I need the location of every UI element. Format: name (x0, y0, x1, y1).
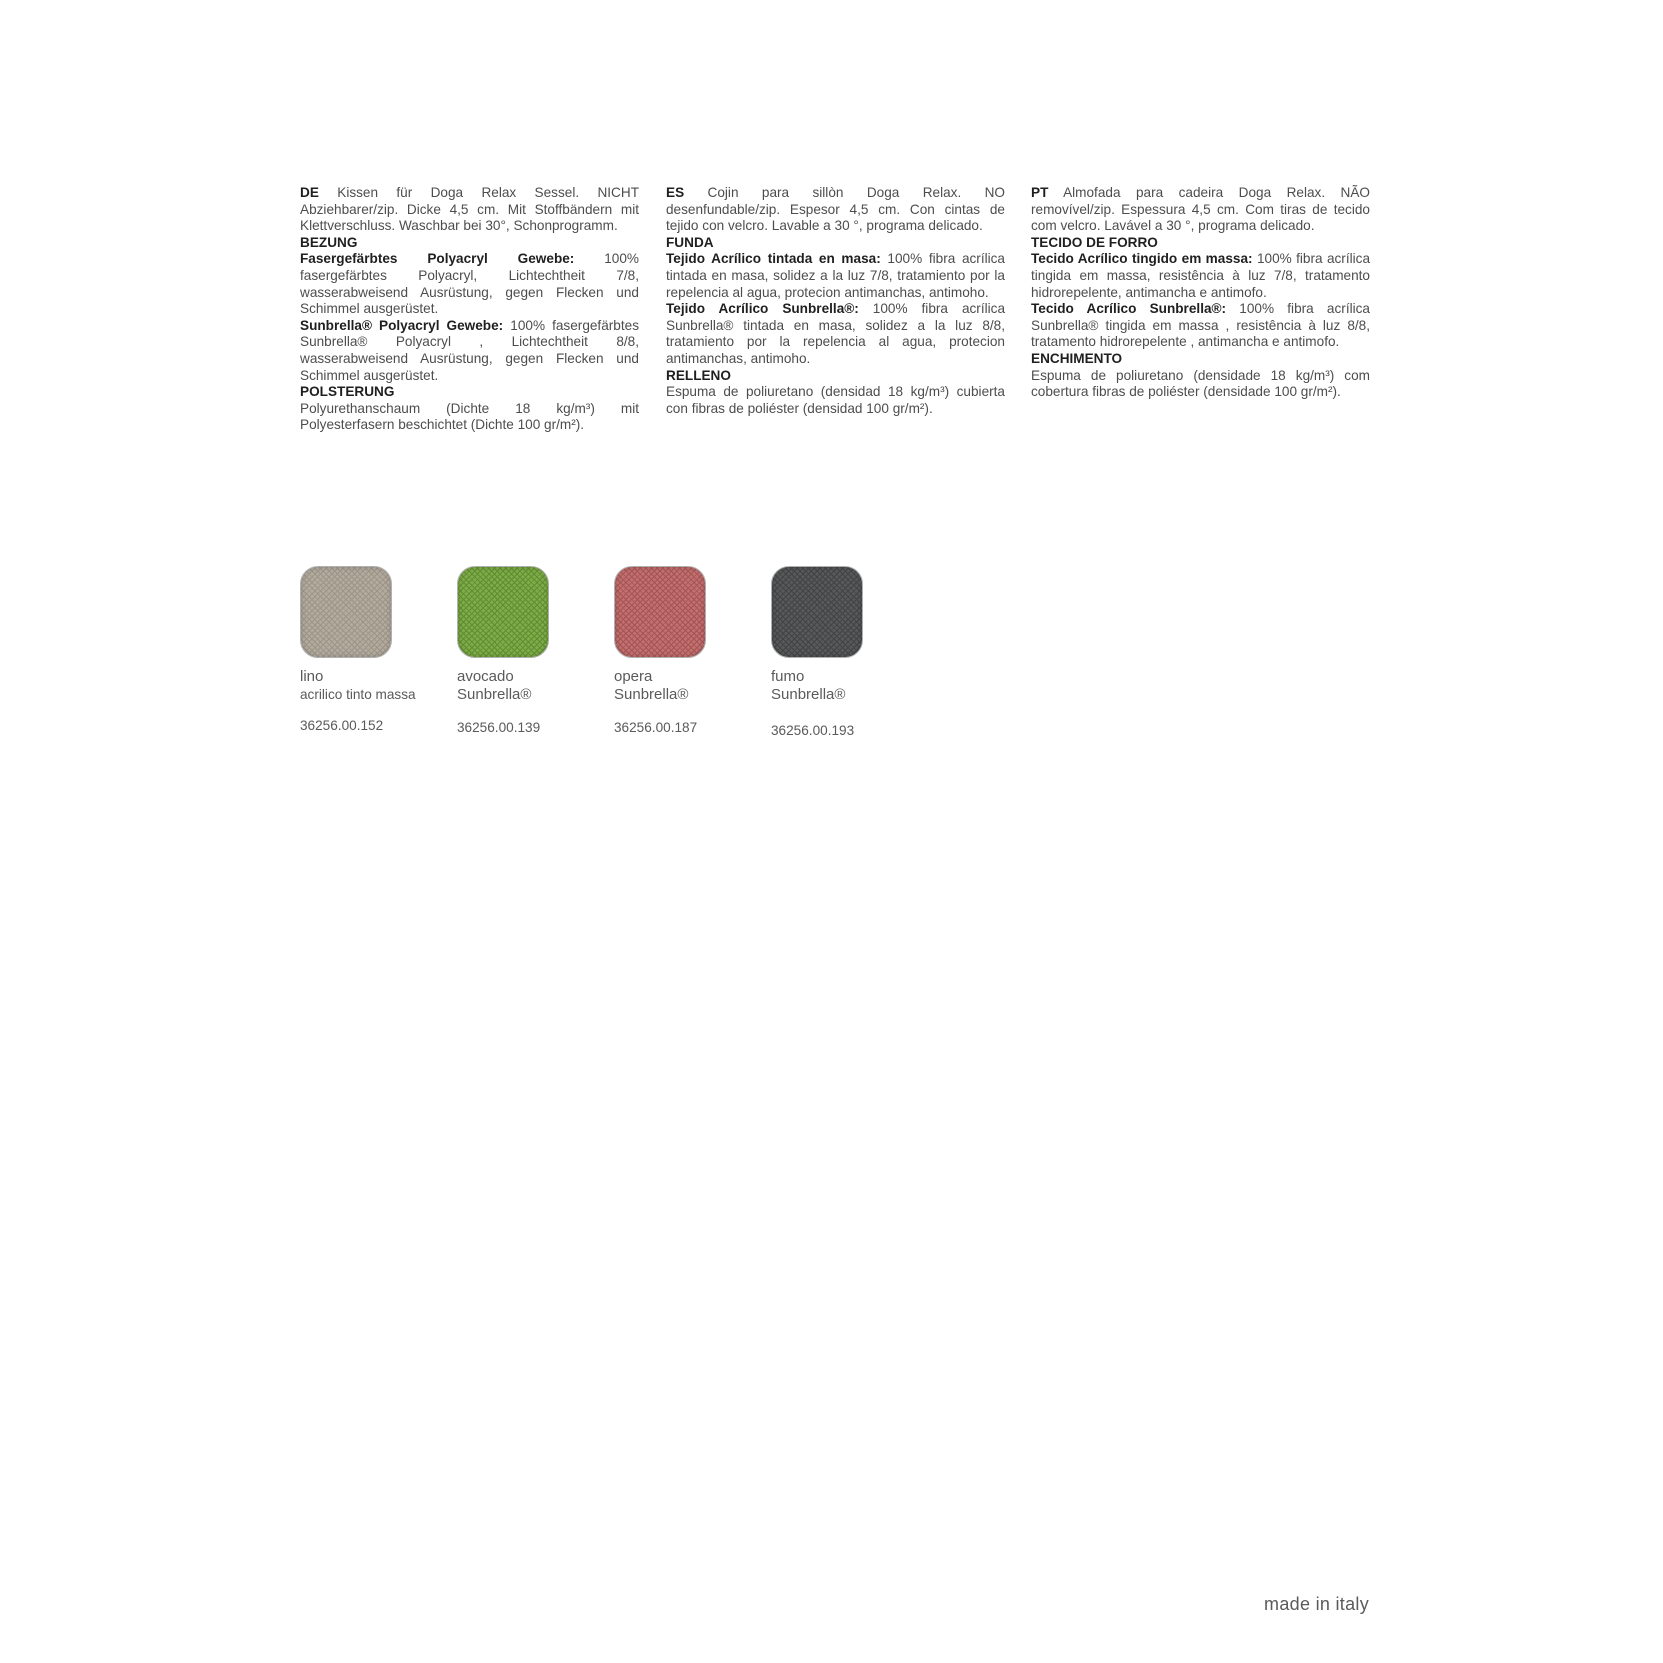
fabric2-label: Tecido Acrílico Sunbrella®: (1031, 301, 1227, 317)
filling-heading: RELLENO (666, 367, 731, 383)
swatch-lino (300, 566, 416, 733)
swatch-code: 36256.00.187 (614, 720, 698, 735)
fabric1-label: Tejido Acrílico tintada en masa: (666, 251, 881, 267)
text-column-es (666, 185, 1005, 417)
fabric-swatch-fumo (771, 566, 863, 658)
cover-heading: TECIDO DE FORRO (1031, 234, 1158, 250)
swatch-type: Sunbrella® (457, 686, 532, 703)
intro-paragraph (1031, 185, 1370, 235)
swatch-type: Sunbrella® (771, 686, 846, 703)
intro-paragraph (666, 185, 1005, 235)
intro-paragraph (300, 185, 639, 235)
fabric1-text: 100% fibra acrílica tingida em massa, resistência à luz 7/8, tratamento hidrorepelente, antimancha e antimofo. (1031, 251, 1371, 300)
text-column-de (300, 185, 639, 434)
fabric1-text: 100% fasergefärbtes Polyacryl, Lichtechtheit 7/8, wasserabweisend Ausrüstung, gegen Flecken und Schimmel ausgerüstet. (300, 251, 640, 317)
made-in-italy-footer: made in italy (1264, 1594, 1369, 1614)
swatch-name: lino (300, 668, 324, 685)
swatch-type: acrilico tinto massa (300, 687, 416, 702)
swatch-opera (614, 566, 706, 735)
swatch-avocado (457, 566, 549, 735)
fabric-swatch-avocado (457, 566, 549, 658)
intro-text: Almofada para cadeira Doga Relax. NÃO removível/zip. Espessura 4,5 cm. Com tiras de tecido com velcro. Lavável a 30 °, programa delicado. (1031, 185, 1371, 234)
fabric2-text: 100% fibra acrílica Sunbrella® tintada en masa, solidez a la luz 8/8, tratamiento por la repelencia al agua, protecion antimanchas, antimoho. (666, 301, 1006, 366)
intro-text: Cojin para sillòn Doga Relax. NO desenfundable/zip. Espesor 4,5 cm. Con cintas de tejido con velcro. Lavable a 30 °, programa delicado. (666, 185, 1006, 234)
fabric1-label: Fasergefärbtes Polyacryl Gewebe: (300, 251, 575, 267)
fabric-swatch-opera (614, 566, 706, 658)
lang-code: DE (300, 185, 319, 200)
swatch-name: fumo (771, 668, 805, 685)
fabric-swatch-lino (300, 566, 392, 658)
swatch-code: 36256.00.193 (771, 723, 855, 738)
lang-code: ES (666, 185, 685, 200)
fabric2-label: Tejido Acrílico Sunbrella®: (666, 301, 859, 317)
swatch-type: Sunbrella® (614, 686, 689, 703)
fabric1-paragraph (300, 251, 639, 317)
fabric2-paragraph (666, 301, 1005, 367)
intro-text: Kissen für Doga Relax Sessel. NICHT Abziehbarer/zip. Dicke 4,5 cm. Mit Stoffbändern mit Klettverschluss. Waschbar bei 30°, Schonprogramm. (300, 185, 639, 234)
filling-text: Espuma de poliuretano (densidade 18 kg/m³) com cobertura fibras de poliéster (densidade 100 gr/m²). (1031, 367, 1370, 400)
filling-heading: ENCHIMENTO (1031, 350, 1123, 366)
cover-heading: FUNDA (666, 234, 714, 250)
fabric1-paragraph (1031, 251, 1370, 301)
fabric2-paragraph (300, 318, 639, 384)
lang-code: PT (1031, 185, 1049, 200)
fabric2-text: 100% fasergefärbtes Sunbrella® Polyacryl , Lichtechtheit 8/8, wasserabweisend Ausrüstung, gegen Flecken und Schimmel ausgerüstet. (300, 317, 639, 383)
fabric1-text: 100% fibra acrílica tintada en masa, solidez a la luz 7/8, tratamiento por la repelencia al agua, protecion antimanchas, antimoho. (666, 251, 1005, 300)
fabric2-paragraph (1031, 301, 1370, 351)
text-column-pt (1031, 185, 1370, 401)
fabric2-text: 100% fibra acrílica Sunbrella® tingida em massa , resistência à luz 8/8, tratamento hidrorepelente , antimancha e antimofo. (1031, 301, 1370, 350)
swatch-fumo (771, 566, 863, 738)
swatch-code: 36256.00.152 (300, 718, 384, 733)
filling-text: Espuma de poliuretano (densidad 18 kg/m³) cubierta con fibras de poliéster (densidad 100 gr/m²). (666, 384, 1005, 416)
swatch-name: avocado (457, 668, 514, 685)
filling-text: Polyurethanschaum (Dichte 18 kg/m³) mit Polyesterfasern beschichtet (Dichte 100 gr/m²). (300, 400, 639, 433)
filling-heading: POLSTERUNG (300, 384, 395, 400)
swatch-code: 36256.00.139 (457, 720, 541, 735)
cover-heading: BEZUNG (300, 234, 358, 250)
fabric2-label: Sunbrella® Polyacryl Gewebe: (300, 317, 504, 333)
fabric1-paragraph (666, 251, 1005, 301)
fabric1-label: Tecido Acrílico tingido em massa: (1031, 251, 1253, 267)
swatch-name: opera (614, 668, 653, 685)
